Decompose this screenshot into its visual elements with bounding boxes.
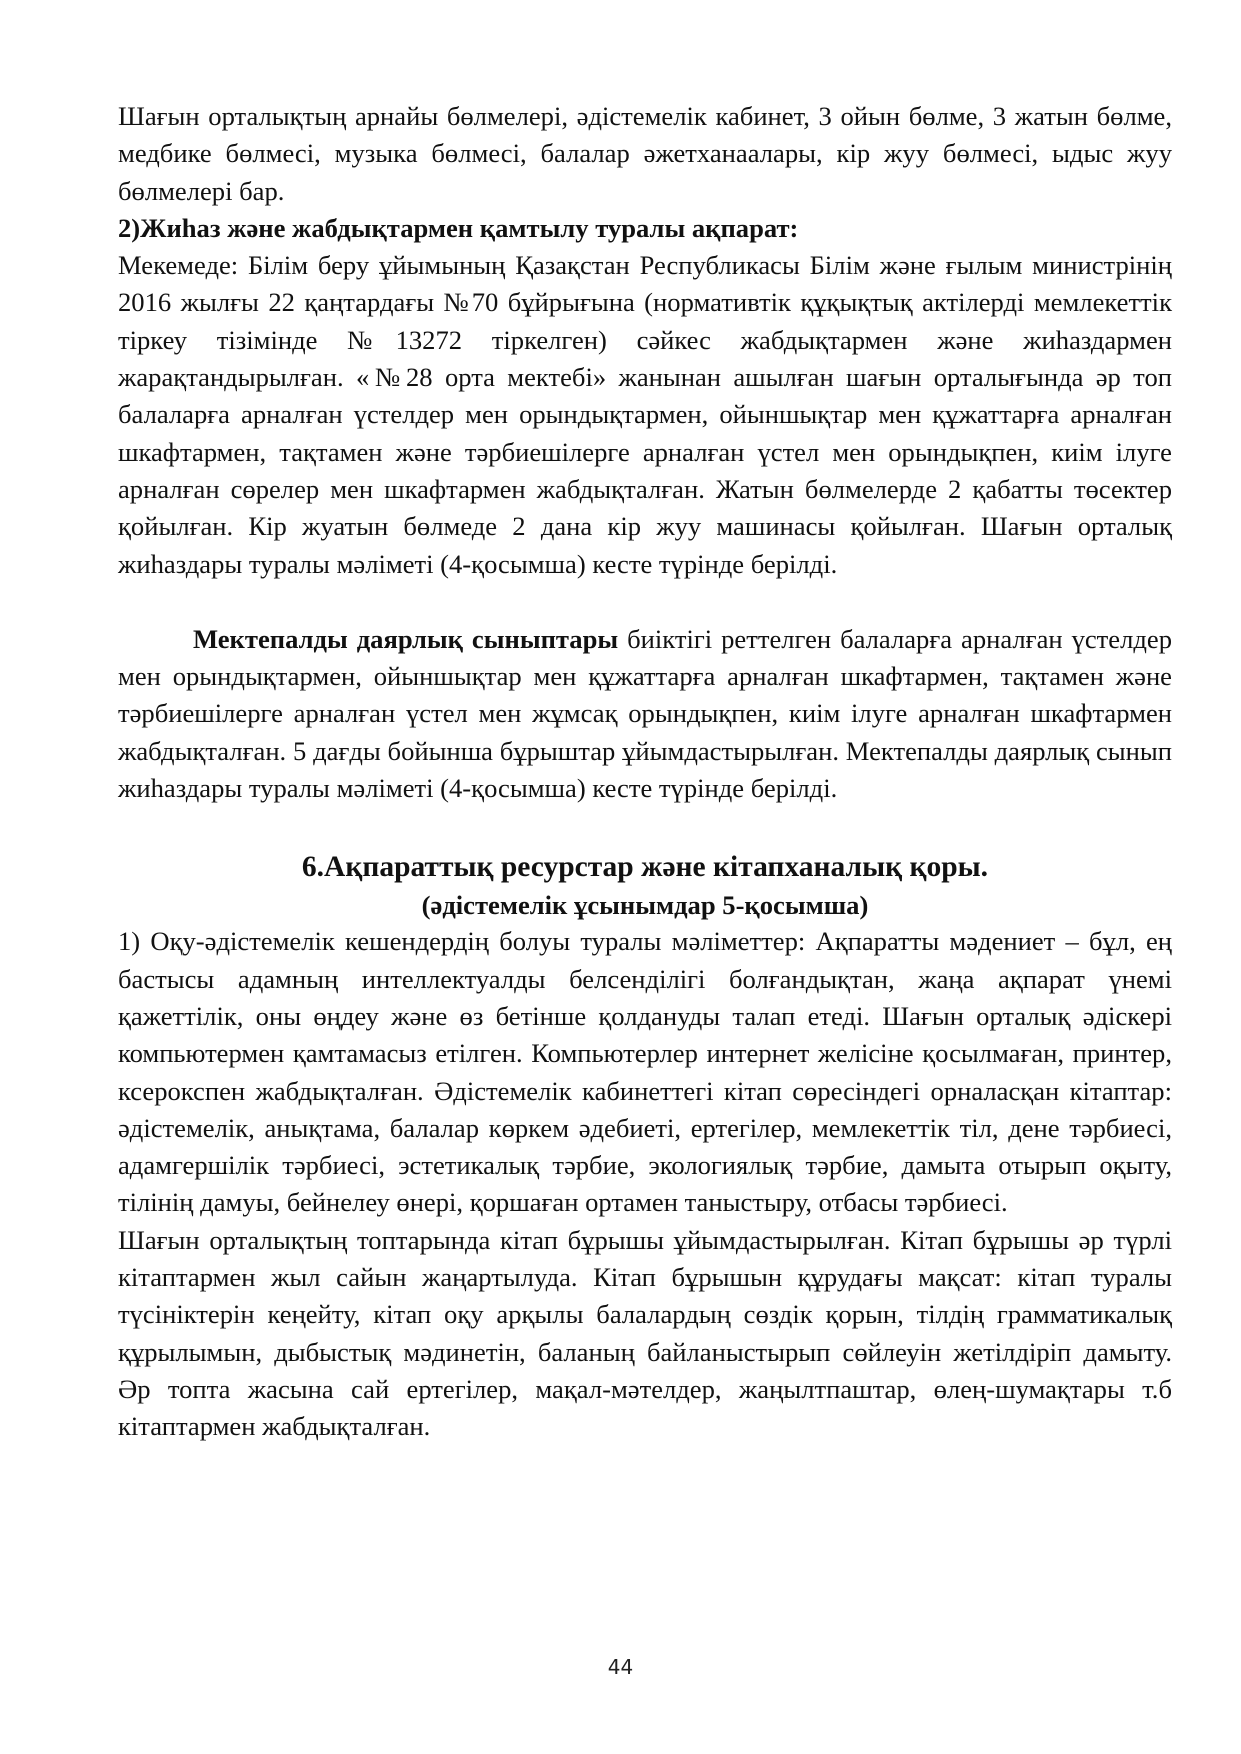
page-number: 44 (607, 1655, 634, 1679)
section-6-heading: 6.Ақпараттық ресурстар және кітапханалық қоры. (301, 851, 989, 884)
paragraph-book-corner: Шағын орталықтың топтарында кітап бұрышы ұйымдастырылған. Кітап бұрышы әр түрлі кітаптармен жыл сайын жаңартылуда. Кітап бұрышын құрудағы мақсат: кітап туралы түсініктерін кеңейту, кітап оқу арқылы балалардың сөздік қорын, тілдің грамматикалық құрылымын, дыбыстық мәдинетін, баланың байланыстырып сөйлеуін жетілдіріп дамыту. Әр топта жасына сай ертегілер, мақал-мәтелдер, жаңылтпаштар, өлең-шумақтары т.б кітаптармен жабдықталған. (118, 1224, 1172, 1442)
preschool-classes-term: Мектепалды даярлық сыныптары (193, 623, 619, 654)
section-6-subheading: (әдістемелік ұсынымдар 5-қосымша) (421, 890, 869, 921)
paragraph-furniture: Мекемеде: Білім беру ұйымының Қазақстан Республикасы Білім және ғылым министрінің 2016 жылғы 22 қаңтардағы №70 бұйрығына (нормативтік құқықтық актілерді мемлекеттік тіркеу тізімінде №13272 тіркелген) сәйкес жабдықтармен және жиһаздармен жарақтандырылған. «№28 орта мектебі» жанынан ашылған шағын орталығында әр топ балаларға арналған үстелдер мен орындықтармен, ойыншықтар мен құжаттарға арналған шкафтармен, тақтамен және тәрбиешілерге арналған үстел мен орындықпен, киім ілуге арналған сөрелер мен шкафтармен жабдықталған. Жатын бөлмелерде 2 қабатты төсектер қойылған. Кір жуатын бөлмеде 2 дана кір жуу машинасы қойылған. Шағын орталық жиһаздары туралы мәліметі (4-қосымша) кесте түрінде берілді. (118, 250, 1172, 579)
document-page (118, 98, 1172, 1446)
preschool-classes-text: биіктігі реттелген балаларға арналған үстелдер мен орындықтармен, ойыншықтар мен құжаттарға арналған шкафтармен, тақтамен және тәрбиешілерге арналған үстел мен жұмсақ орындықпен, киім ілуге арналған шкафтармен жабдықталған. 5 дағды бойынша бұрыштар ұйымдастырылған. Мектепалды даярлық сынып жиһаздары туралы мәліметі (4-қосымша) кесте түрінде берілді. (118, 623, 1172, 804)
paragraph-preschool-classes (118, 621, 1172, 807)
paragraph-rooms: Шағын орталықтың арнайы бөлмелері, әдістемелік кабинет, 3 ойын бөлме, 3 жатын бөлме, медбике бөлмесі, музыка бөлмесі, балалар әжетханаалары, кір жуу бөлмесі, ыдыс жуу бөлмелері бар. (118, 101, 1172, 206)
section-gap (118, 807, 1172, 847)
paragraph-methodical-complexes: 1) Оқу-әдістемелік кешендердің болуы туралы мәліметтер: Ақпаратты мәдениет – бұл, ең бастысы адамның интеллектуалды белсенділігі болғандықтан, жаңа ақпарат үнемі қажеттілік, оны өңдеу және өз бетінше қолдануды талап етеді. Шағын орталық әдіскері компьютермен қамтамасыз етілген. Компьютерлер интернет желісіне қосылмаған, принтер, ксерокспен жабдықталған. Әдістемелік кабинеттегі кітап сөресіндегі орналасқан кітаптар: әдістемелік, анықтама, балалар көркем әдебиеті, ертегілер, мемлекеттік тіл, дене тәрбиесі, адамгершілік тәрбиесі, эстетикалық тәрбие, экологиялық тәрбие, дамыта отырып оқыту, тілінің дамуы, бейнелеу өнері, қоршаған ортамен таныстыру, отбасы тәрбиесі. (118, 926, 1172, 1218)
paragraph-gap (118, 583, 1172, 621)
section-2-heading: 2)Жиһаз және жабдықтармен қамтылу туралы ақпарат: (118, 212, 799, 243)
